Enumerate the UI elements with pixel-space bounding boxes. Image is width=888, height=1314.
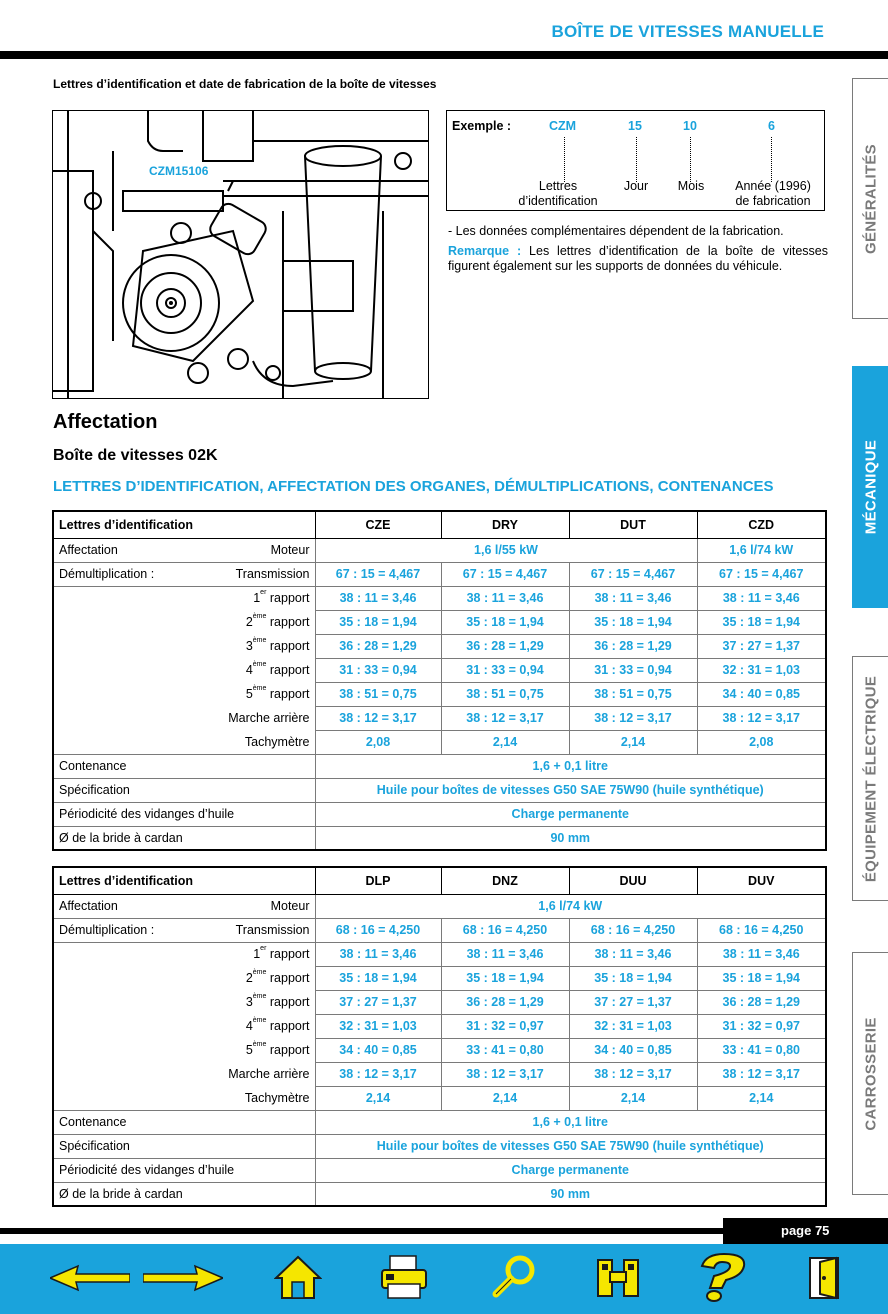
gear-suffix: ème [252,993,267,1000]
ratio-cell: 37 : 27 = 1,37 [569,990,697,1014]
ratio-cell: 31 : 32 = 0,97 [697,1014,826,1038]
ratio-cell: 38 : 11 = 3,46 [569,586,697,610]
gear-suffix: ème [252,969,267,976]
capacity-value: 1,6 + 0,1 litre [315,754,826,778]
gear-word: rapport [269,687,310,701]
spec-value: Huile pour boîtes de vitesses G50 SAE 75W90 (huile synthétique) [315,1134,826,1158]
motor-value: 1,6 l/55 kW [315,538,697,562]
ratio-cell: 38 : 51 = 0,75 [569,682,697,706]
table-row-gear-1 [53,942,826,966]
transmission-label: Transmission [235,567,310,581]
code-cell: CZD [697,511,826,538]
ratio-cell: 32 : 31 = 1,03 [569,1014,697,1038]
ratio-cell: 67 : 15 = 4,467 [315,562,441,586]
table-row-capacity [53,754,826,778]
ratio-cell: 34 : 40 = 0,85 [697,682,826,706]
table-row-reverse [53,1062,826,1086]
ratio-cell: 35 : 18 = 1,94 [697,610,826,634]
ratio-cell: 36 : 28 = 1,29 [697,990,826,1014]
gear-suffix: ème [252,1017,267,1024]
gearbox-code-label: CZM15106 [149,164,209,178]
gear-number: 5 [245,1043,253,1057]
table-row-gear-2 [53,966,826,990]
gear-word: rapport [269,1043,310,1057]
transmission-label: Transmission [235,923,310,937]
capacity-label: Contenance [53,754,315,778]
example-leader-line [690,137,691,182]
home-icon[interactable] [274,1254,322,1305]
tab-label: GÉNÉRALITÉS [862,143,879,254]
ratio-cell: 35 : 18 = 1,94 [697,966,826,990]
code-cell: DLP [315,867,441,894]
index-icon[interactable] [594,1254,642,1305]
gear-number: 3 [245,639,253,653]
tacho-cell: 2,08 [315,730,441,754]
motor-label: Moteur [270,543,310,557]
gear-word: rapport [269,591,310,606]
subsection-heading: Boîte de vitesses 02K [53,447,218,464]
code-cell: DNZ [441,867,569,894]
note-remark [448,244,828,274]
running-header-title: BOÎTE DE VITESSES MANUELLE [551,22,824,41]
ratio-cell: 37 : 27 = 1,37 [697,634,826,658]
example-caption-month: Mois [677,179,705,193]
ratio-cell: 35 : 18 = 1,94 [441,610,569,634]
tacho-label: Tachymètre [53,1086,315,1110]
ratio-cell: 36 : 28 = 1,29 [441,990,569,1014]
capacity-label: Contenance [53,1110,315,1134]
ratio-cell: 38 : 12 = 3,17 [441,1062,569,1086]
gear-label-cell [53,586,315,610]
tacho-cell: 2,14 [697,1086,826,1110]
table-header-row [53,867,826,894]
tacho-cell: 2,14 [569,1086,697,1110]
ident-label: Lettres d’identification [53,867,315,894]
spec-label: Spécification [53,1134,315,1158]
table-row-transmission [53,562,826,586]
motor-label: Moteur [270,899,310,913]
gear-suffix: er [260,945,267,953]
page-number: page 75 [781,1223,830,1238]
gear-number: 3 [245,995,253,1009]
tab-equipement-electrique[interactable] [852,656,888,901]
affectation-label: Affectation [59,543,118,557]
ratio-cell: 35 : 18 = 1,94 [569,610,697,634]
demult-cell [53,562,315,586]
gear-word: rapport [269,971,310,985]
table-row-capacity [53,1110,826,1134]
ratio-cell: 38 : 12 = 3,17 [315,706,441,730]
demult-label: Démultiplication : [59,567,155,581]
ratio-cell: 35 : 18 = 1,94 [441,966,569,990]
gear-label-cell [53,942,315,966]
code-cell: DUU [569,867,697,894]
ratio-cell: 34 : 40 = 0,85 [315,1038,441,1062]
section-heading: Affectation [53,411,158,433]
ratio-cell: 38 : 11 = 3,46 [441,942,569,966]
ratio-cell: 35 : 18 = 1,94 [315,966,441,990]
ratio-cell: 67 : 15 = 4,467 [569,562,697,586]
table-row-interval [53,802,826,826]
gear-suffix: er [260,589,267,597]
code-cell: DUV [697,867,826,894]
example-leader-line [636,137,637,182]
tacho-cell: 2,14 [315,1086,441,1110]
ratio-cell: 38 : 12 = 3,17 [569,706,697,730]
flange-label: Ø de la bride à cardan [53,1182,315,1206]
caption-line: Lettres d’identification [518,179,598,208]
example-caption-letters [493,179,623,209]
table-title: LETTRES D’IDENTIFICATION, AFFECTATION DES ORGANES, DÉMULTIPLICATIONS, CONTENANCES [53,478,774,495]
tab-label: MÉCANIQUE [862,439,879,535]
gear-label-cell [53,634,315,658]
table-row-gear-3 [53,634,826,658]
flange-value: 90 mm [550,1186,591,1201]
tacho-cell: 2,14 [441,1086,569,1110]
interval-value: Charge permanente [315,802,826,826]
interval-label: Périodicité des vidanges d’huile [53,802,315,826]
tab-label: ÉQUIPEMENT ÉLECTRIQUE [862,675,879,882]
gear-suffix: ème [252,685,267,692]
code-cell: CZE [315,511,441,538]
ratio-cell: 67 : 15 = 4,467 [441,562,569,586]
ratio-cell: 68 : 16 = 4,250 [441,918,569,942]
header-rule [0,51,888,59]
table-row-gear-4 [53,658,826,682]
table-row-affectation [53,894,826,918]
ratio-cell: 68 : 16 = 4,250 [315,918,441,942]
gearbox-illustration [52,110,429,399]
gear-label-cell [53,1014,315,1038]
motor-value: 1,6 l/74 kW [697,538,826,562]
interval-label: Périodicité des vidanges d’huile [53,1158,315,1182]
code-cell: DRY [441,511,569,538]
ratio-cell: 38 : 11 = 3,46 [697,942,826,966]
ratio-cell: 68 : 16 = 4,250 [697,918,826,942]
gear-label-cell [53,990,315,1014]
ratio-cell: 31 : 33 = 0,94 [315,658,441,682]
ratio-cell: 36 : 28 = 1,29 [441,634,569,658]
tacho-cell: 2,08 [697,730,826,754]
gear-label-cell [53,1038,315,1062]
demult-label: Démultiplication : [59,923,155,937]
ratio-cell: 32 : 31 = 1,03 [697,658,826,682]
ratio-cell: 35 : 18 = 1,94 [315,610,441,634]
table-row-reverse [53,706,826,730]
example-year: 6 [768,119,775,133]
motor-value: 1,6 l/74 kW [315,894,826,918]
example-day: 15 [628,119,642,133]
ratio-cell: 38 : 51 = 0,75 [441,682,569,706]
table-header-row [53,511,826,538]
example-box [446,110,825,211]
gear-word: rapport [269,639,310,653]
caption-line: Année (1996) de fabrication [735,179,811,208]
table-row-interval [53,1158,826,1182]
print-icon[interactable] [380,1254,428,1305]
remark-text: Les lettres d’identification de la boîte de vitesses figurent également sur les supports de données du véhicule. [448,244,828,273]
ratio-cell: 38 : 11 = 3,46 [315,942,441,966]
table-row-spec [53,1134,826,1158]
example-leader-line [564,137,565,182]
affectation-cell [53,894,315,918]
table-row-gear-5 [53,1038,826,1062]
ratio-cell: 36 : 28 = 1,29 [569,634,697,658]
ratio-cell: 67 : 15 = 4,467 [697,562,826,586]
flange-value: 90 mm [550,830,591,845]
table-row-gear-3 [53,990,826,1014]
ratio-cell: 32 : 31 = 1,03 [315,1014,441,1038]
table-row-tacho [53,1086,826,1110]
table-row-gear-4 [53,1014,826,1038]
spec-label: Spécification [53,778,315,802]
gear-label-cell [53,658,315,682]
example-leader-line [771,137,772,182]
table-row-gear-1 [53,586,826,610]
ident-label: Lettres d’identification [53,511,315,538]
ratio-cell: 31 : 32 = 0,97 [441,1014,569,1038]
ratio-cell: 38 : 11 = 3,46 [697,586,826,610]
capacity-value: 1,6 + 0,1 litre [315,1110,826,1134]
search-icon[interactable] [490,1254,538,1305]
ratio-cell: 38 : 12 = 3,17 [697,1062,826,1086]
table-row-gear-2 [53,610,826,634]
affectation-label: Affectation [59,899,118,913]
gear-word: rapport [269,663,310,677]
reverse-label: Marche arrière [53,706,315,730]
tacho-cell: 2,14 [569,730,697,754]
example-month: 10 [683,119,697,133]
ratio-cell: 68 : 16 = 4,250 [569,918,697,942]
example-letters: CZM [549,119,577,133]
gear-label-cell [53,682,315,706]
gear-number: 1 [253,947,261,962]
tab-label: CARROSSERIE [862,1016,879,1131]
gear-word: rapport [269,995,310,1009]
ratio-cell: 37 : 27 = 1,37 [315,990,441,1014]
ratio-cell: 38 : 12 = 3,17 [315,1062,441,1086]
spec-table-2 [52,866,827,1207]
note-additional-data: - Les données complémentaires dépendent de la fabrication. [448,224,784,238]
gear-word: rapport [269,615,310,629]
ratio-cell: 38 : 51 = 0,75 [315,682,441,706]
flange-label: Ø de la bride à cardan [53,826,315,850]
ratio-cell: 38 : 11 = 3,46 [315,586,441,610]
table-row-flange [53,826,826,850]
ratio-cell: 38 : 11 = 3,46 [441,586,569,610]
ratio-cell: 38 : 12 = 3,17 [569,1062,697,1086]
navigation-bar [0,1244,888,1314]
arrow-right-icon[interactable] [143,1264,223,1297]
intro-heading: Lettres d’identification et date de fabrication de la boîte de vitesses [53,77,437,91]
table-row-spec [53,778,826,802]
spec-table-1 [52,510,827,851]
remark-label: Remarque : [448,244,522,258]
exit-icon[interactable] [808,1256,842,1305]
arrow-left-icon[interactable] [50,1264,130,1297]
gear-number: 2 [245,971,253,985]
gear-label-cell [53,610,315,634]
spec-value: Huile pour boîtes de vitesses G50 SAE 75W90 (huile synthétique) [315,778,826,802]
interval-value: Charge permanente [315,1158,826,1182]
tacho-cell: 2,14 [441,730,569,754]
tacho-label: Tachymètre [53,730,315,754]
affectation-cell [53,538,315,562]
gear-number: 4 [245,1019,253,1033]
gear-suffix: ème [252,1041,267,1048]
gear-label-cell [53,966,315,990]
example-label: Exemple : [452,119,512,133]
gear-suffix: ème [252,637,267,644]
gear-number: 2 [245,615,253,629]
tab-carrosserie[interactable] [852,952,888,1195]
ratio-cell: 33 : 41 = 0,80 [441,1038,569,1062]
ratio-cell: 33 : 41 = 0,80 [697,1038,826,1062]
tab-generalites[interactable] [852,78,888,319]
ratio-cell: 38 : 11 = 3,46 [569,942,697,966]
tab-mecanique[interactable] [852,366,888,608]
table-row-gear-5 [53,682,826,706]
gear-number: 4 [245,663,253,677]
table-row-transmission [53,918,826,942]
reverse-label: Marche arrière [53,1062,315,1086]
gearbox-drawing [53,111,429,399]
example-caption-year [725,179,821,209]
ratio-cell: 38 : 12 = 3,17 [441,706,569,730]
ratio-cell: 31 : 33 = 0,94 [569,658,697,682]
ratio-cell: 31 : 33 = 0,94 [441,658,569,682]
table-row-flange [53,1182,826,1206]
gear-word: rapport [269,1019,310,1033]
example-caption-day: Jour [623,179,649,193]
gear-number: 1 [253,591,261,606]
ratio-cell: 36 : 28 = 1,29 [315,634,441,658]
table-row-tacho [53,730,826,754]
gear-word: rapport [269,947,310,962]
gear-suffix: ème [252,613,267,620]
ratio-cell: 38 : 12 = 3,17 [697,706,826,730]
help-icon[interactable] [692,1252,750,1307]
table-row-affectation [53,538,826,562]
ratio-cell: 34 : 40 = 0,85 [569,1038,697,1062]
demult-cell [53,918,315,942]
gear-number: 5 [245,687,253,701]
code-cell: DUT [569,511,697,538]
ratio-cell: 35 : 18 = 1,94 [569,966,697,990]
gear-suffix: ème [252,661,267,668]
